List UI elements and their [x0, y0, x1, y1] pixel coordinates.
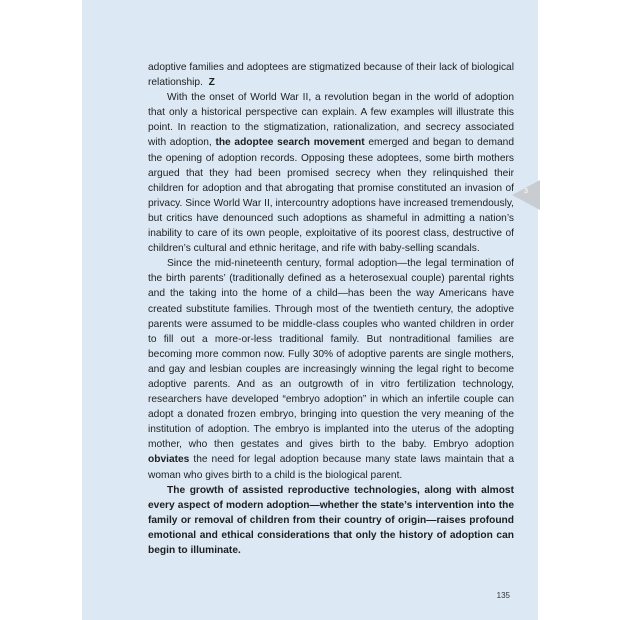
paragraph-1 [148, 60, 514, 90]
paragraph-1-text: adoptive families and adoptees are stigmatized because of their lack of biological relationship. [148, 62, 514, 89]
paragraph-2-part-b: emerged and began to demand the opening of adoption records. Opposing these adoptees, some birth mothers argued that they had been promised secrecy when they relinquished their children for adoption and that abrogating that promise constituted an invasion of privacy. Since World War II, intercountry adoptions have increased tremendously, but critics have denounced such adoptions as shameful in admitting a nation’s inability to care of its own people, exploitative of its poorest class, destructive of children’s cultural and ethnic heritage, and rife with baby-selling scandals. [148, 137, 514, 255]
paragraph-2-part-a: With the onset of World War II, a revolution began in the world of adoption that only a historical perspective can explain. A few examples will illustrate this point. In reaction to the stigmatization, rationalization, and secrecy associated with adoption, [148, 92, 514, 149]
paragraph-2 [148, 90, 514, 256]
chapter-tab-number: 3 [524, 188, 528, 195]
paragraph-3 [148, 256, 514, 482]
chapter-tab [512, 180, 540, 210]
key-term-obviates: obviates [148, 454, 190, 466]
body-text [148, 60, 514, 558]
paragraph-marker: Z [208, 77, 215, 89]
key-term-search-movement: the adoptee search movement [215, 137, 365, 149]
page-number: 135 [496, 591, 510, 600]
paragraph-4-bold: The growth of assisted reproductive technologies, along with almost every aspect of modern adoption—whether the state’s intervention into the family or removal of children from their country of origin—raises profound emotional and ethical considerations that only the history of adoption can begin to illuminate. [148, 484, 514, 556]
paragraph-3-part-b: the need for legal adoption because many state laws maintain that a woman who gives birth to a child is the biological parent. [148, 454, 514, 481]
paragraph-3-part-a: Since the mid-nineteenth century, formal adoption—the legal termination of the birth parents’ (traditionally defined as a heterosexual couple) parental rights and the taking into the home of a child—has been the way Americans have created substitute families. Through most of the twentieth century, the adoptive parents were assumed to be middle-class couples who wanted children in order to fill out a more-or-less traditional family. But nontraditional families are becoming more common now. Fully 30% of adoptive parents are single mothers, and gay and lesbian couples are increasingly winning the legal right to become adoptive parents. And as an outgrowth of in vitro fertilization technology, researchers have developed “embryo adoption” in which an infertile couple can adopt a donated frozen embryo, bringing into question the very meaning of the institution of adoption. The embryo is implanted into the uterus of the adopting mother, who then gestates and gives birth to the baby. Embryo adoption [148, 258, 514, 451]
